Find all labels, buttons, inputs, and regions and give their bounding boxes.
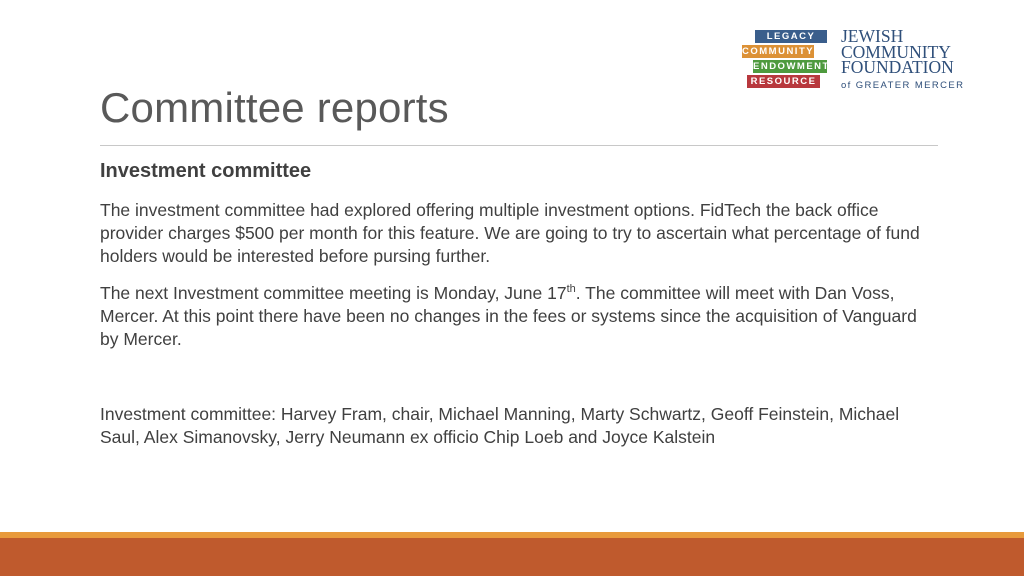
title-divider [100, 145, 938, 146]
meeting-text-end: . The committee will meet with Dan Voss, Mercer. At this point there have been no changes in the fees or systems since the acquisition of Vanguard by Mercer. [100, 283, 917, 349]
committee-members: Investment committee: Harvey Fram, chair, Michael Manning, Marty Schwartz, Geoff Feinstein, Michael Saul, Alex Simanovsky, Jerry Neumann ex officio Chip Loeb and Joyce Kalstein [100, 404, 900, 447]
paragraph-options: The investment committee had explored offering multiple investment options. FidTech the back office provider charges $500 per month for this feature. We are going to try to ascertain what percentage of fund holders would be interested before pursing further. [100, 200, 920, 266]
logo-name-line-3: FOUNDATION [841, 57, 954, 77]
logo-name-line-2: COMMUNITY [841, 41, 951, 62]
slide-content [100, 160, 940, 463]
meeting-text-start: The next Investment committee meeting is Monday, June 17 [100, 283, 567, 303]
logo-bar-resource: RESOURCE [747, 75, 820, 88]
date-ordinal-suffix: th [566, 283, 576, 296]
logo-bar-endowment: ENDOWMENT [753, 61, 830, 72]
paragraph-meeting [100, 282, 940, 351]
logo-bar-legacy: LEGACY [755, 30, 827, 43]
logo-org-name [841, 26, 954, 77]
logo-name-line-1: JEWISH [841, 26, 904, 46]
section-heading: Investment committee [100, 160, 312, 182]
logo-bar-community: COMMUNITY [742, 46, 815, 57]
logo-subtitle: of GREATER MERCER [841, 80, 965, 91]
slide-title: Committee reports [100, 84, 449, 131]
foundation-logo [742, 26, 972, 95]
footer-bar [0, 538, 1024, 576]
